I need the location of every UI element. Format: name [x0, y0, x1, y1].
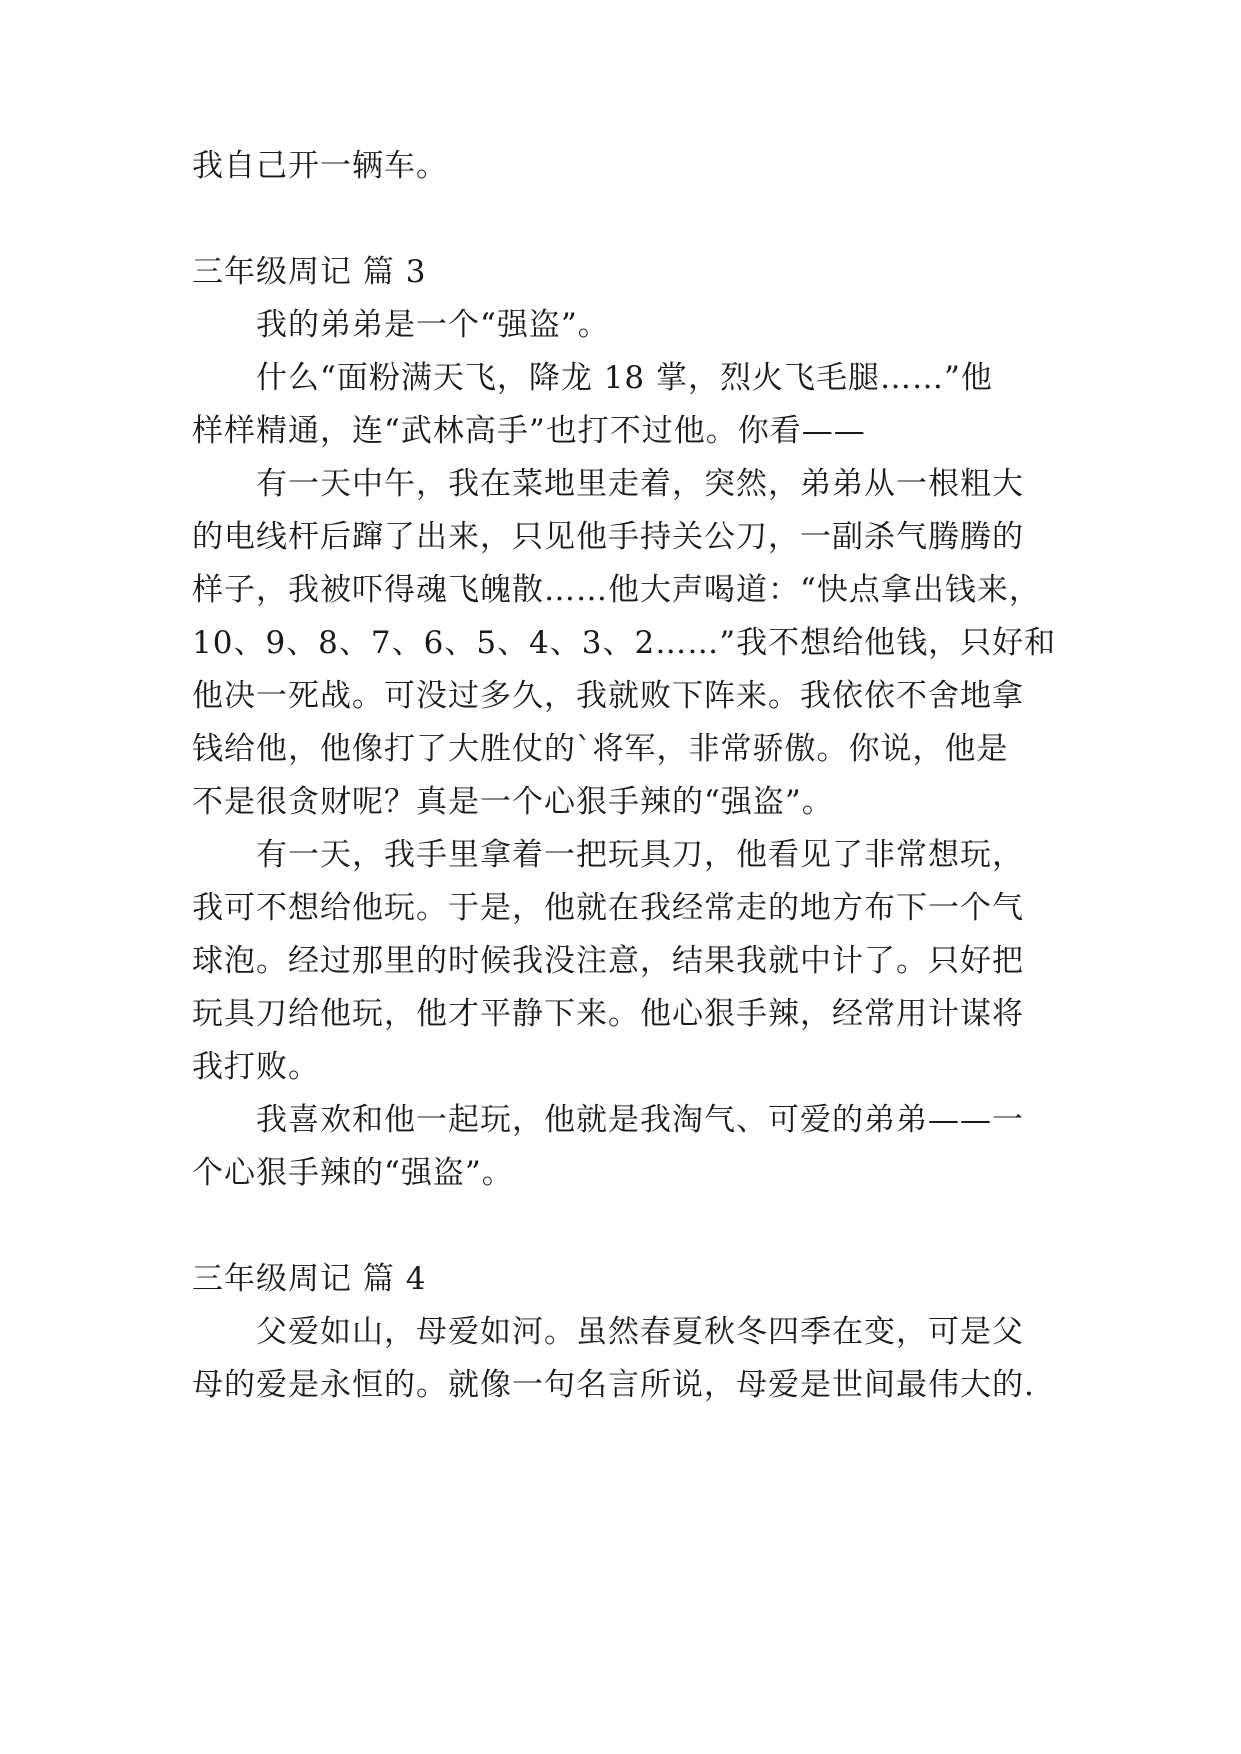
- paragraph-line: 的电线杆后蹿了出来，只见他手持关公刀，一副杀气腾腾的: [192, 519, 1024, 555]
- paragraph-line: 什么“面粉满天飞，降龙 18 掌，烈火飞毛腿……”他: [256, 360, 993, 396]
- paragraph-line: 个心狠手辣的“强盗”。: [192, 1155, 514, 1191]
- paragraph-line: 10、9、8、7、6、5、4、3、2……”我不想给他钱，只好和: [192, 625, 1057, 661]
- paragraph-line: 钱给他，他像打了大胜仗的`将军，非常骄傲。你说，他是: [192, 731, 1009, 767]
- paragraph-line: 我喜欢和他一起玩，他就是我淘气、可爱的弟弟——一: [256, 1102, 1024, 1138]
- paragraph-line: 他决一死战。可没过多久，我就败下阵来。我依依不舍地拿: [192, 678, 1024, 714]
- section-3-heading: 三年级周记 篇 3: [192, 254, 427, 290]
- paragraph-line: 有一天，我手里拿着一把玩具刀，他看见了非常想玩，: [256, 837, 1024, 873]
- paragraph-line: 母的爱是永恒的。就像一句名言所说，母爱是世间最伟大的.: [192, 1367, 1035, 1403]
- continuation-line: 我自己开一辆车。: [192, 148, 448, 184]
- paragraph-line: 玩具刀给他玩，他才平静下来。他心狠手辣，经常用计谋将: [192, 996, 1024, 1032]
- paragraph-line: 不是很贪财呢？真是一个心狠手辣的“强盗”。: [192, 784, 834, 820]
- paragraph-line: 球泡。经过那里的时候我没注意，结果我就中计了。只好把: [192, 943, 1024, 979]
- paragraph-line: 我的弟弟是一个“强盗”。: [256, 307, 610, 343]
- paragraph-line: 我可不想给他玩。于是，他就在我经常走的地方布下一个气: [192, 890, 1024, 926]
- paragraph-line: 样子，我被吓得魂飞魄散……他大声喝道：“快点拿出钱来，: [192, 572, 1041, 608]
- paragraph-line: 样样精通，连“武林高手”也打不过他。你看——: [192, 413, 866, 449]
- paragraph-line: 有一天中午，我在菜地里走着，突然，弟弟从一根粗大: [256, 466, 1024, 502]
- paragraph-line: 父爱如山，母爱如河。虽然春夏秋冬四季在变，可是父: [256, 1314, 1024, 1350]
- section-4-heading: 三年级周记 篇 4: [192, 1261, 427, 1297]
- paragraph-line: 我打败。: [192, 1049, 320, 1085]
